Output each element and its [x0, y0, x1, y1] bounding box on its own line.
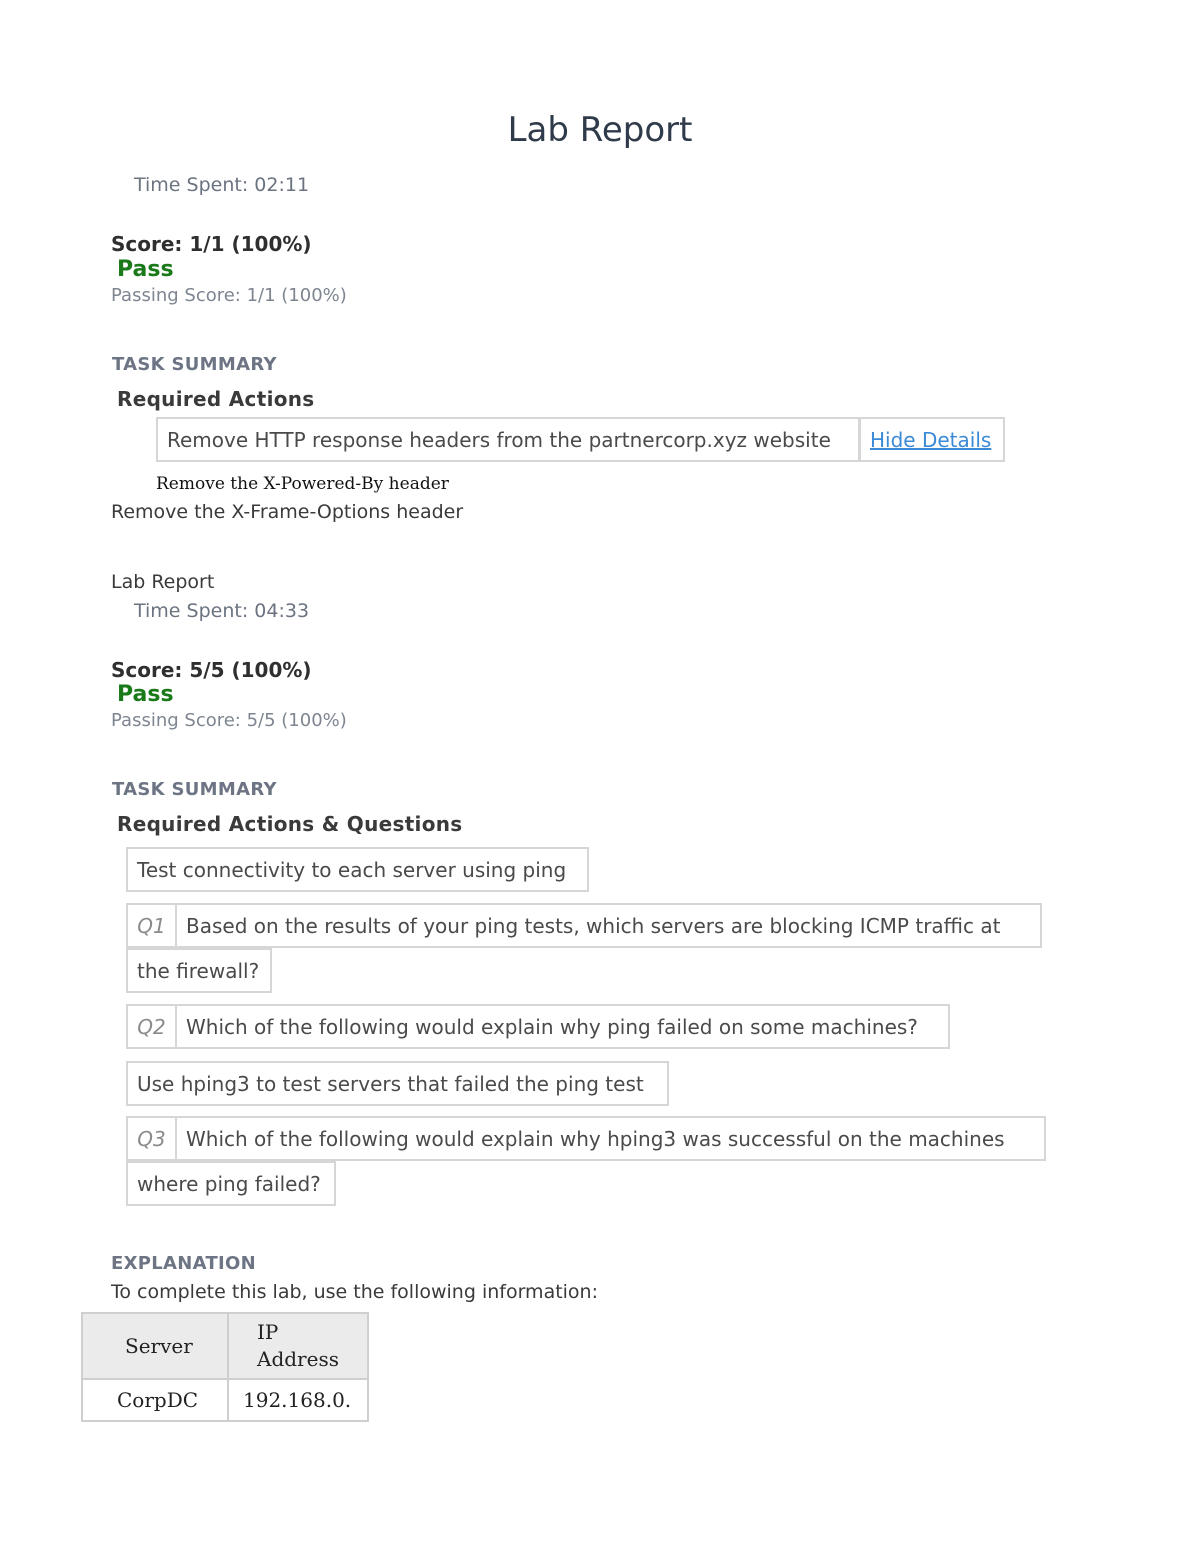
question-number: Q3	[126, 1116, 177, 1161]
required-action-item	[126, 1061, 669, 1106]
question-text-line: Which of the following would explain why ping failed on some machines?	[186, 1014, 918, 1039]
task-summary-heading: TASK SUMMARY	[112, 354, 277, 375]
table-row	[82, 1379, 368, 1421]
score: Score: 1/1 (100%)	[111, 232, 312, 256]
hide-details-cell	[859, 417, 1005, 462]
time-spent: Time Spent: 04:33	[134, 600, 310, 622]
question-text-continued	[126, 948, 272, 993]
table-cell: 192.168.0.	[228, 1379, 368, 1421]
table-cell: CorpDC	[82, 1379, 228, 1421]
required-action-text: Remove HTTP response headers from the partnercorp.xyz website	[167, 427, 831, 452]
task-summary-heading: TASK SUMMARY	[112, 779, 277, 800]
question-text	[175, 903, 1042, 948]
table-header-cell: Server	[82, 1313, 228, 1379]
explanation-intro: To complete this lab, use the following information:	[111, 1281, 599, 1303]
passing-score: Passing Score: 1/1 (100%)	[111, 285, 347, 306]
score: Score: 5/5 (100%)	[111, 658, 312, 682]
page-title: Lab Report	[507, 110, 693, 150]
question-number: Q1	[126, 903, 177, 948]
hide-details-link[interactable]: Hide Details	[870, 427, 992, 452]
question-text-continued	[126, 1161, 336, 1206]
question-text-line: where ping failed?	[137, 1171, 321, 1196]
required-action-text: Use hping3 to test servers that failed the ping test	[137, 1071, 644, 1096]
required-action-item	[126, 847, 589, 892]
report-title: Lab Report	[111, 571, 215, 593]
question-text-line: Which of the following would explain why hping3 was successful on the machines	[186, 1126, 1005, 1151]
pass-status: Pass	[117, 257, 174, 282]
question-text-line: Based on the results of your ping tests, which servers are blocking ICMP traffic at	[186, 913, 1001, 938]
required-action-text: Test connectivity to each server using ping	[137, 857, 567, 882]
time-spent: Time Spent: 02:11	[134, 174, 310, 196]
question-number: Q2	[126, 1004, 177, 1049]
explanation-heading: EXPLANATION	[111, 1253, 257, 1274]
question-text	[175, 1004, 950, 1049]
required-action-item	[156, 417, 860, 462]
question-text	[175, 1116, 1046, 1161]
pass-status: Pass	[117, 682, 174, 707]
table-header-row	[82, 1313, 368, 1379]
table-header-cell: IP Address	[228, 1313, 368, 1379]
server-table	[81, 1312, 369, 1422]
passing-score: Passing Score: 5/5 (100%)	[111, 710, 347, 731]
question-text-line: the firewall?	[137, 958, 260, 983]
detail-item: Remove the X-Powered-By header	[156, 474, 449, 494]
detail-item: Remove the X-Frame-Options header	[111, 501, 464, 523]
required-actions-heading: Required Actions & Questions	[117, 812, 463, 836]
required-actions-heading: Required Actions	[117, 387, 315, 411]
